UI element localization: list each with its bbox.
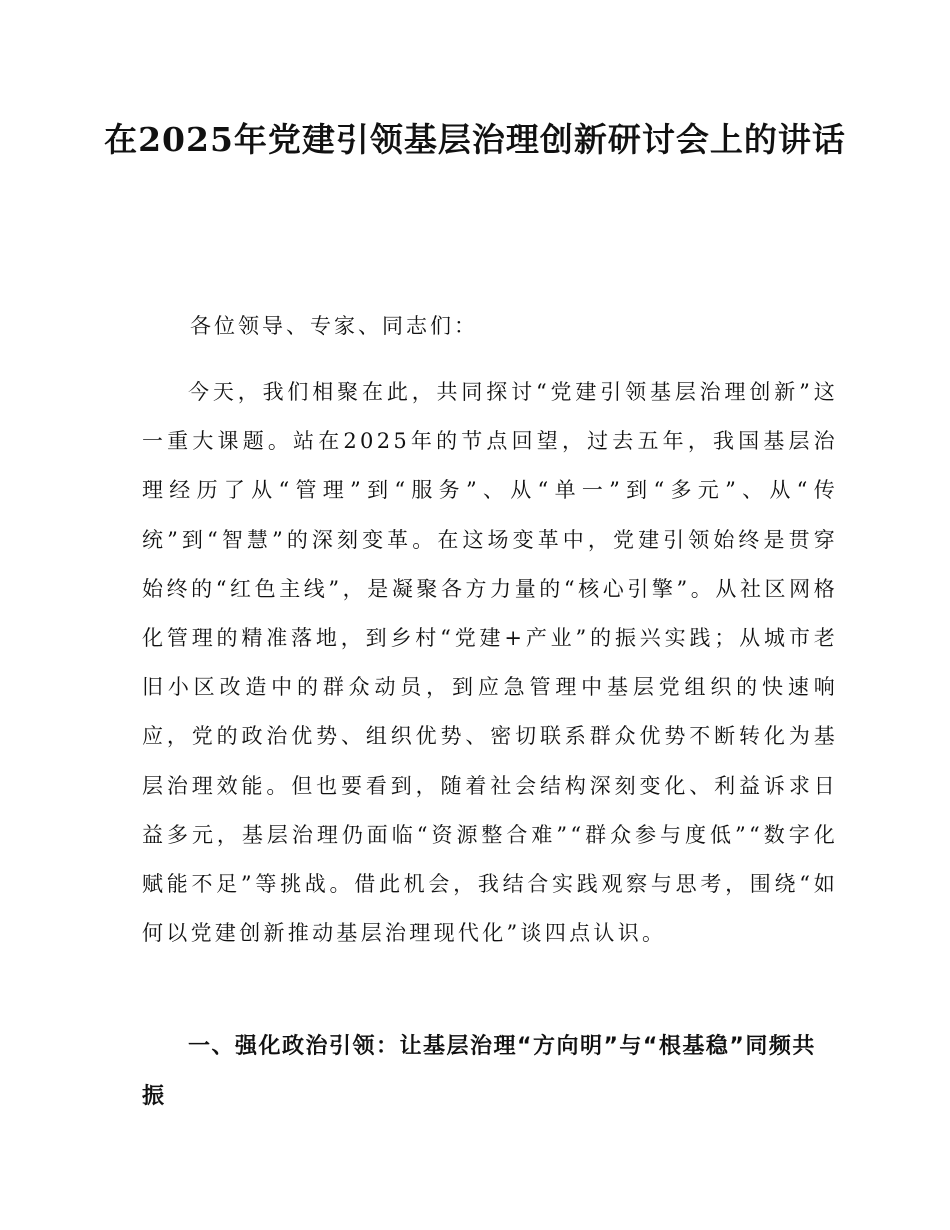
- document-title: 在2025年党建引领基层治理创新研讨会上的讲话: [104, 120, 846, 159]
- section-heading: 一、强化政治引领：让基层治理“方向明”与“根基稳”同频共振: [142, 1034, 816, 1109]
- salutation: 各位领导、专家、同志们：: [190, 314, 478, 338]
- body-paragraph: 今天，我们相聚在此，共同探讨“党建引领基层治理创新”这一重大课题。站在2025年的节点回望，过去五年，我国基层治理经历了从“管理”到“服务”、从“单一”到“多元”、从“传统”到“智慧”的深刻变革。在这场变革中，党建引领始终是贯穿始终的“红色主线”，是凝聚各方力量的“核心引擎”。从社区网格化管理的精准落地，到乡村“党建+产业”的振兴实践；从城市老旧小区改造中的群众动员，到应急管理中基层党组织的快速响应，党的政治优势、组织优势、密切联系群众优势不断转化为基层治理效能。但也要看到，随着社会结构深刻变化、利益诉求日益多元，基层治理仍面临“资源整合难”“群众参与度低”“数字化赋能不足”等挑战。借此机会，我结合实践观察与思考，围绕“如何以党建创新推动基层治理现代化”谈四点认识。: [142, 380, 838, 946]
